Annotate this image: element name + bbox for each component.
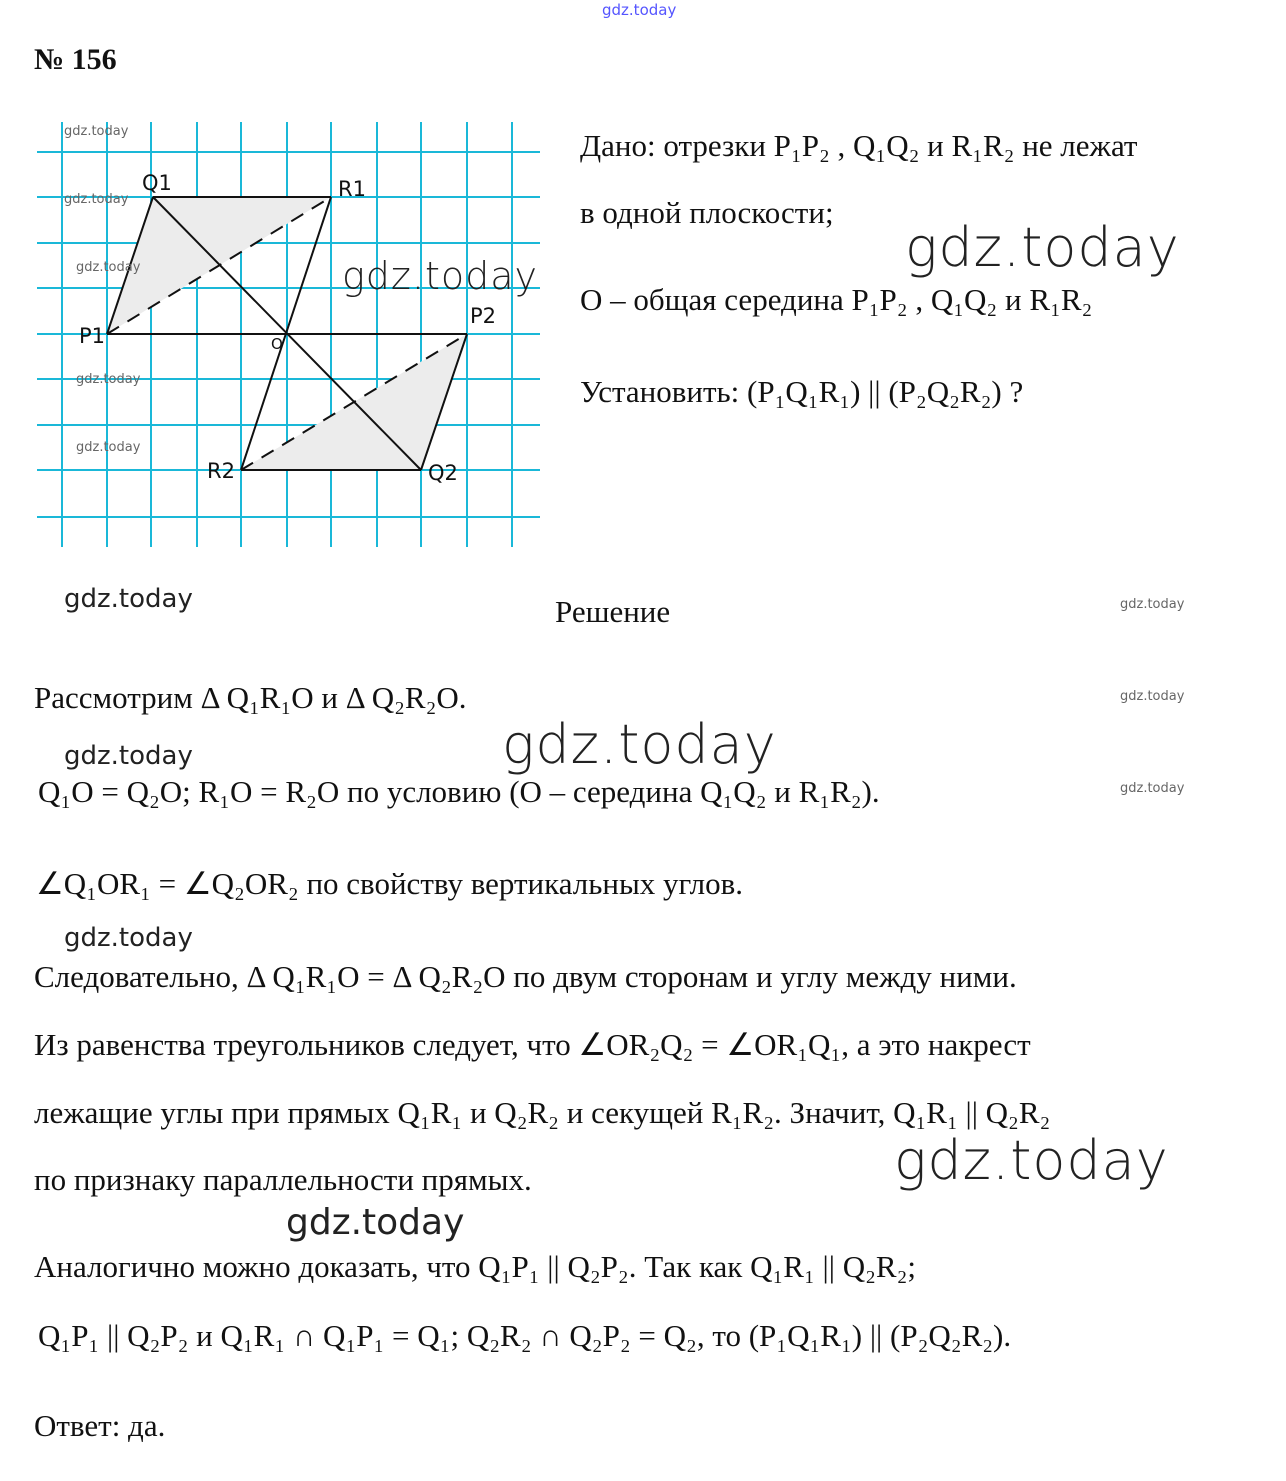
label-r2: R2 xyxy=(207,459,235,483)
label-r1: R1 xyxy=(338,177,366,201)
given-line-2: в одной плоскости; xyxy=(580,195,834,230)
solution-line: Q₁O = Q₂O; R₁O = R₂O по условию (O – середина Q₁Q₂ и R₁R₂). xyxy=(38,774,880,809)
answer-line: Ответ: да. xyxy=(34,1408,166,1443)
watermark: gdz.today xyxy=(1120,597,1185,612)
solution-line: Аналогично можно доказать, что Q₁P₁ || Q₂P₂. Так как Q₁R₁ || Q₂R₂; xyxy=(34,1249,916,1284)
watermark: gdz.today xyxy=(1120,781,1185,796)
solution-line: Из равенства треугольников следует, что ∠OR₂Q₂ = ∠OR₁Q₁, а это накрест xyxy=(34,1027,1031,1062)
label-q1: Q1 xyxy=(142,171,172,195)
watermark: gdz.today xyxy=(64,584,193,614)
label-p2: P2 xyxy=(470,304,497,328)
label-p1: P1 xyxy=(79,324,106,348)
watermark: gdz.today xyxy=(64,192,129,207)
watermark: gdz.today xyxy=(894,1129,1169,1192)
problem-number: № 156 xyxy=(34,43,117,76)
given-line-3: O – общая середина P₁P₂ , Q₁Q₂ и R₁R₂ xyxy=(580,282,1093,317)
watermark: gdz.today xyxy=(286,1202,465,1243)
watermark: gdz.today xyxy=(64,124,129,139)
watermark: gdz.today xyxy=(64,923,193,953)
label-o: O xyxy=(271,335,283,353)
solution-line: лежащие углы при прямых Q₁R₁ и Q₂R₂ и секущей R₁R₂. Значит, Q₁R₁ || Q₂R₂ xyxy=(34,1095,1051,1130)
solution-line: Рассмотрим Δ Q₁R₁O и Δ Q₂R₂O. xyxy=(34,680,467,715)
watermark: gdz.today xyxy=(1120,689,1185,704)
label-q2: Q2 xyxy=(428,461,458,485)
solution-line: ∠Q₁OR₁ = ∠Q₂OR₂ по свойству вертикальных углов. xyxy=(36,866,744,901)
solution-heading: Решение xyxy=(555,594,671,629)
watermark: gdz.today xyxy=(342,254,538,298)
given-line-4: Установить: (P₁Q₁R₁) || (P₂Q₂R₂) ? xyxy=(580,374,1024,409)
solution-line: Q₁P₁ || Q₂P₂ и Q₁R₁ ∩ Q₁P₁ = Q₁; Q₂R₂ ∩ Q₂P₂ = Q₂, то (P₁Q₁R₁) || (P₂Q₂R₂). xyxy=(38,1318,1012,1353)
watermark: gdz.today xyxy=(64,741,193,771)
watermark: gdz.today xyxy=(905,216,1180,279)
watermark: gdz.today xyxy=(76,440,141,455)
solution-line: Следовательно, Δ Q₁R₁O = Δ Q₂R₂O по двум сторонам и углу между ними. xyxy=(34,959,1017,994)
watermark: gdz.today xyxy=(502,713,777,776)
watermark: gdz.today xyxy=(76,372,141,387)
watermark: gdz.today xyxy=(602,1,677,19)
given-line-1: Дано: отрезки P₁P₂ , Q₁Q₂ и R₁R₂ не лежат xyxy=(580,128,1138,163)
solution-line: по признаку параллельности прямых. xyxy=(34,1162,532,1197)
watermark: gdz.today xyxy=(76,260,141,275)
